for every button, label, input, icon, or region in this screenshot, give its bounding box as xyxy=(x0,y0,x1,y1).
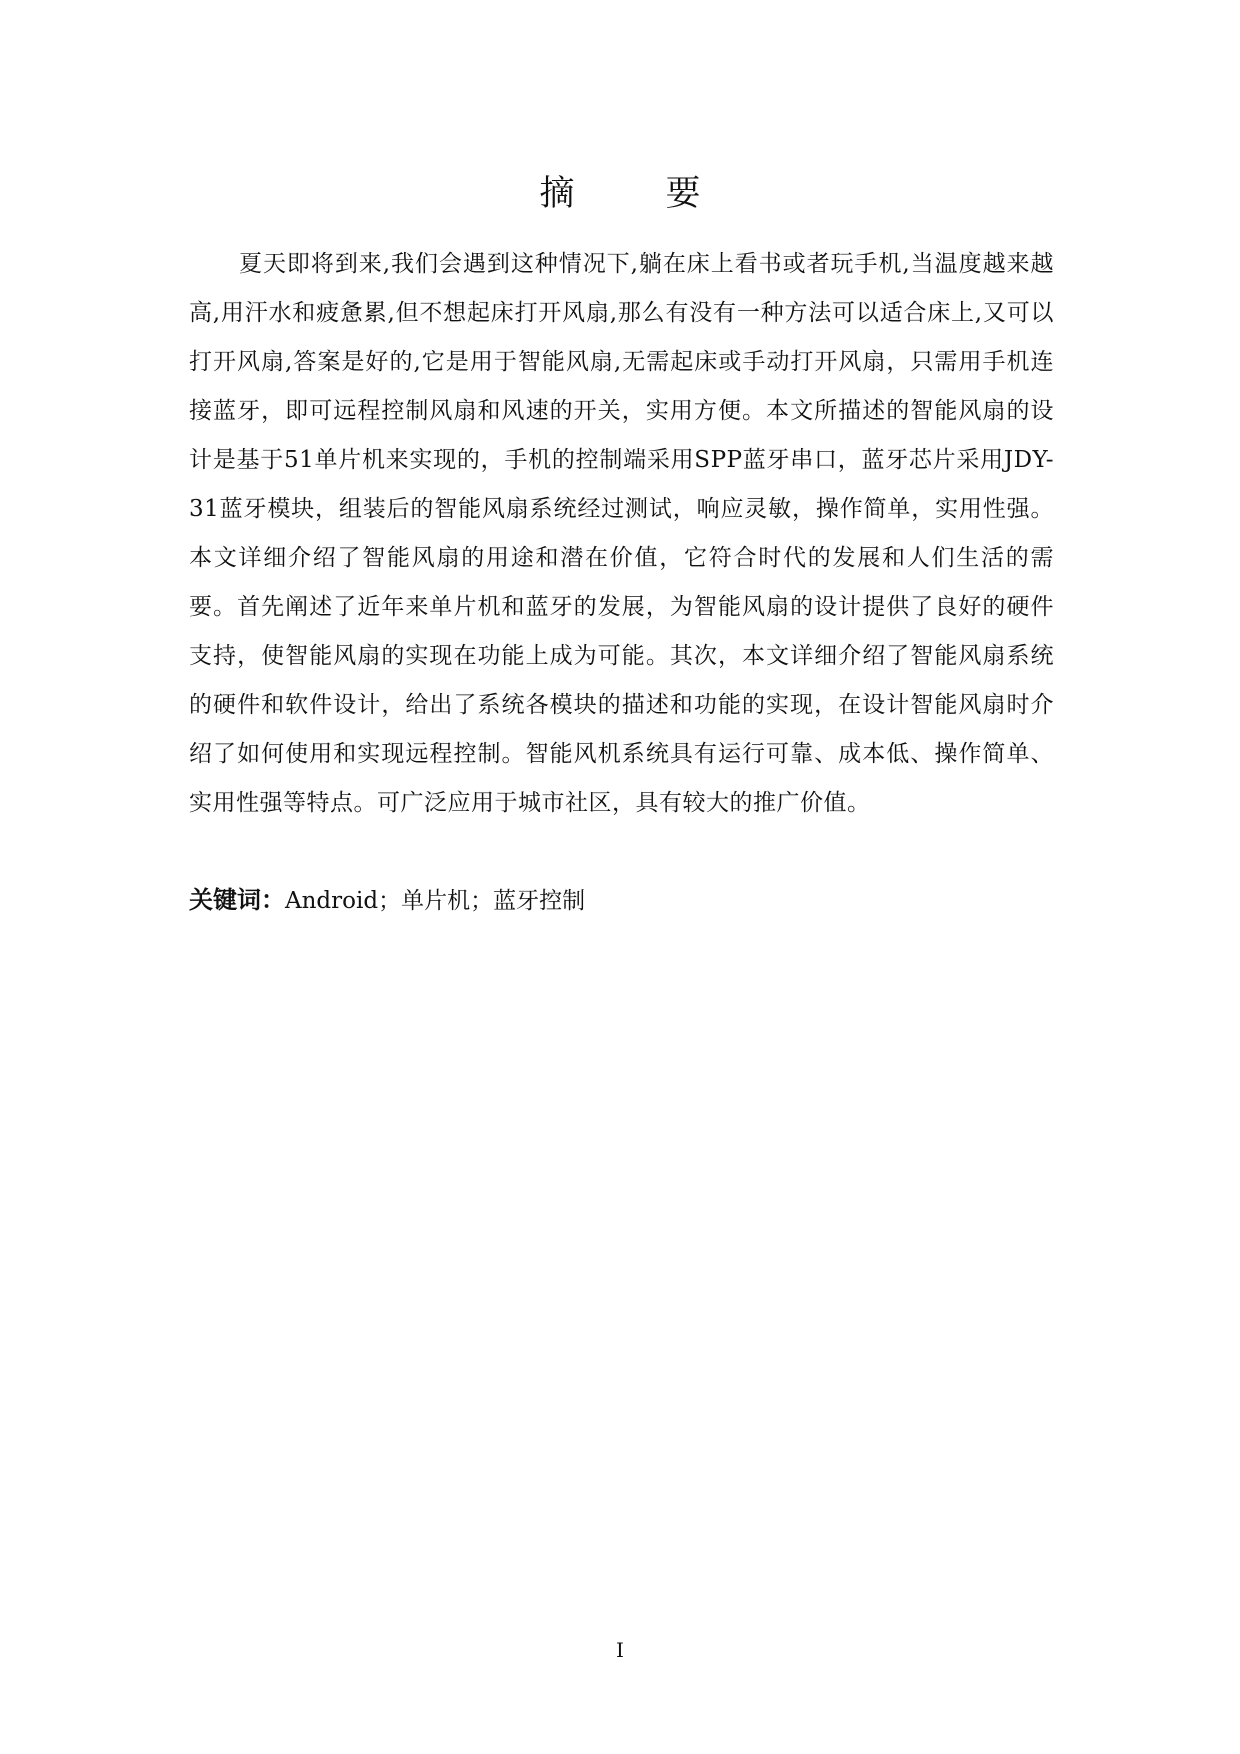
abstract-body: 夏天即将到来,我们会遇到这种情况下,躺在床上看书或者玩手机,当温度越来越高,用汗水和疲惫累,但不想起床打开风扇,那么有没有一种方法可以适合床上,又可以打开风扇,答案是好的,它是用于智能风扇,无需起床或手动打开风扇，只需用手机连接蓝牙，即可远程控制风扇和风速的开关，实用方便。本文所描述的智能风扇的设计是基于51单片机来实现的，手机的控制端采用SPP蓝牙串口，蓝牙芯片采用JDY-31蓝牙模块，组装后的智能风扇系统经过测试，响应灵敏，操作简单，实用性强。本文详细介绍了智能风扇的用途和潜在价值，它符合时代的发展和人们生活的需要。首先阐述了近年来单片机和蓝牙的发展，为智能风扇的设计提供了良好的硬件支持，使智能风扇的实现在功能上成为可能。其次，本文详细介绍了智能风扇系统的硬件和软件设计，给出了系统各模块的描述和功能的实现，在设计智能风扇时介绍了如何使用和实现远程控制。智能风机系统具有运行可靠、成本低、操作简单、实用性强等特点。可广泛应用于城市社区，具有较大的推广价值。 xyxy=(189,251,1054,816)
page-number: I xyxy=(616,1638,624,1662)
keywords-text: Android；单片机；蓝牙控制 xyxy=(285,888,586,914)
keywords-line xyxy=(189,880,1054,921)
keywords-label: 关键词： xyxy=(189,886,285,914)
abstract-title: 摘 要 xyxy=(539,174,729,214)
